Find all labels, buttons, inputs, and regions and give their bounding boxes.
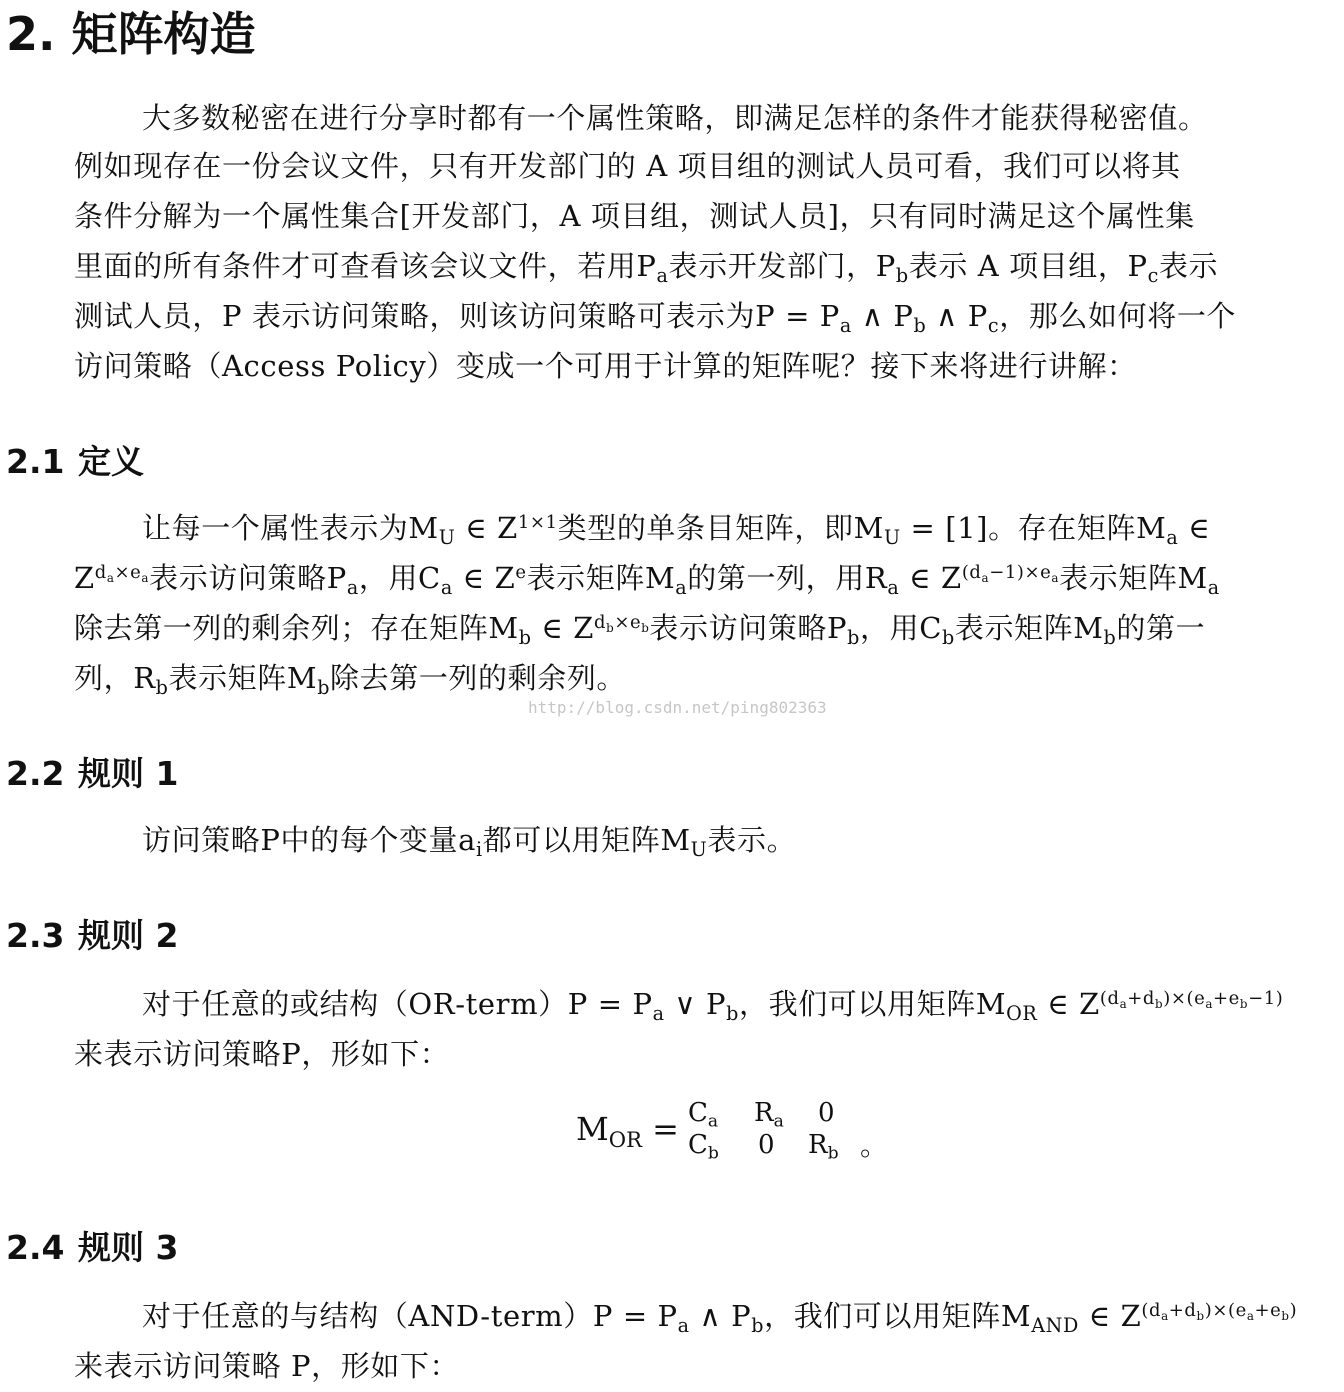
section-2-2-heading: 2.2 规则 1 bbox=[6, 754, 179, 793]
intro-line-5: 测试人员，P 表示访问策略，则该访问策略可表示为$P = P_a$ ∧ $P_b$ ∧ $P_c$，那么如何将一个 bbox=[74, 299, 1237, 338]
s21-line-4: 列，$R_b$表示矩阵$M_b$除去第一列的剩余列。 bbox=[74, 661, 627, 700]
section-2-4-heading: 2.4 规则 3 bbox=[6, 1228, 179, 1267]
s21-line-1: 让每一个属性表示为$M_U$ ∈ $Z^{1\times 1}$类型的单条目矩阵，即$M_U = [1]$。存在矩阵$M_a$ ∈ bbox=[142, 511, 1211, 550]
intro-line-1: 大多数秘密在进行分享时都有一个属性策略，即满足怎样的条件才能获得秘密值。 bbox=[142, 101, 1208, 135]
matrix-cell-2-2: 0 bbox=[758, 1130, 775, 1160]
matrix-cell-2-3: $R_b$ bbox=[808, 1130, 839, 1164]
s23-line-1: 对于任意的或结构（OR-term）P = $P_a$ ∨ $P_b$，我们可以用矩阵$M_{OR}$ ∈ $Z^{(d_a+d_b)\times(e_a+e_b-1)}$ bbox=[142, 987, 1284, 1026]
s22-line-1: 访问策略P中的每个变量$a_i$都可以用矩阵$M_U$表示。 bbox=[142, 823, 797, 862]
matrix-cell-1-1: $C_a$ bbox=[688, 1098, 719, 1132]
s24-line-1: 对于任意的与结构（AND-term）P = $P_a$ ∧ $P_b$，我们可以用矩阵$M_{AND}$ ∈ $Z^{(d_a+d_b)\times(e_a+e_b)}$ bbox=[142, 1299, 1298, 1338]
s21-line-3: 除去第一列的剩余列；存在矩阵$M_b$ ∈ $Z^{d_b\times e_b}$表示访问策略$P_b$，用$C_b$表示矩阵$M_b$的第一 bbox=[74, 611, 1206, 650]
intro-line-4: 里面的所有条件才可查看该会议文件，若用$P_a$表示开发部门，$P_b$表示 A 项目组，$P_c$表示 bbox=[74, 249, 1219, 288]
s21-line-2: $Z^{d_a\times e_a}$表示访问策略$P_a$，用$C_a$ ∈ $Z^e$表示矩阵$M_a$的第一列，用$R_a$ ∈ $Z^{(d_a-1)\times e_a}$表示矩阵$M_a$ bbox=[74, 561, 1220, 600]
matrix-or-lhs: $M_{OR}$ = bbox=[576, 1110, 679, 1152]
matrix-end-punct: 。 bbox=[860, 1129, 889, 1162]
intro-line-2: 例如现存在一份会议文件，只有开发部门的 A 项目组的测试人员可看，我们可以将其 bbox=[74, 149, 1181, 183]
matrix-cell-2-1: $C_b$ bbox=[688, 1130, 719, 1164]
matrix-cell-1-3: 0 bbox=[818, 1098, 835, 1128]
section-2-1-heading: 2.1 定义 bbox=[6, 442, 144, 481]
s23-line-2: 来表示访问策略P，形如下： bbox=[74, 1037, 450, 1071]
watermark: http://blog.csdn.net/ping802363 bbox=[528, 698, 827, 717]
intro-line-3: 条件分解为一个属性集合[开发部门，A 项目组，测试人员]，只有同时满足这个属性集 bbox=[74, 199, 1195, 233]
matrix-cell-1-2: $R_a$ bbox=[754, 1098, 784, 1132]
page-title: 2. 矩阵构造 bbox=[6, 7, 256, 61]
section-2-3-heading: 2.3 规则 2 bbox=[6, 916, 179, 955]
s24-line-2: 来表示访问策略 P，形如下： bbox=[74, 1349, 460, 1383]
intro-line-6: 访问策略（Access Policy）变成一个可用于计算的矩阵呢？接下来将进行讲解： bbox=[74, 349, 1137, 383]
